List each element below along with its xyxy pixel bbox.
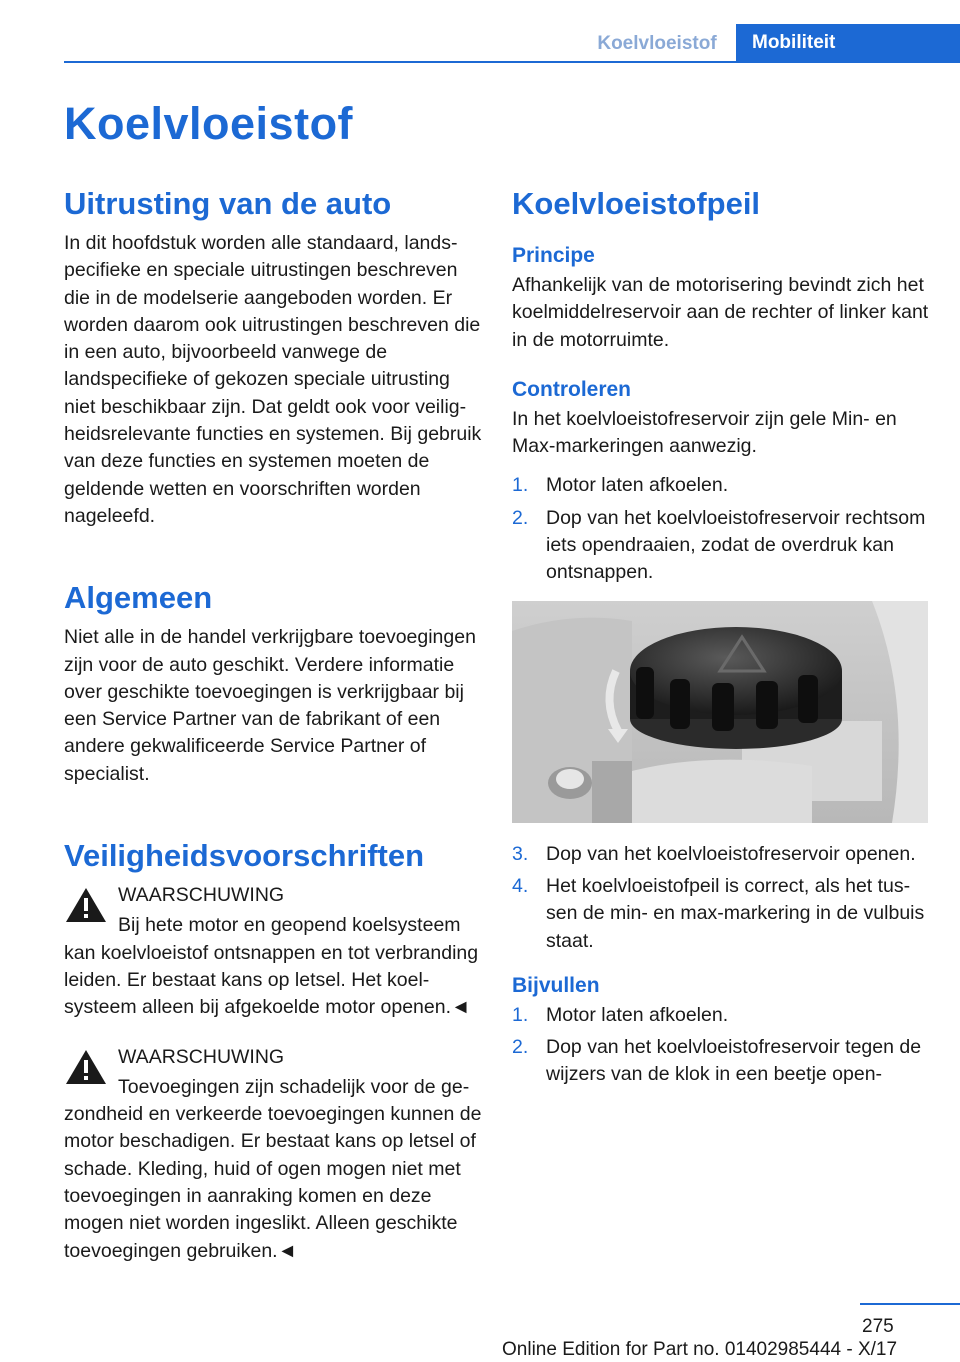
warning-block-2: [64, 1044, 482, 1265]
header-rule: [64, 61, 960, 63]
general-heading: Algemeen: [64, 580, 213, 616]
warning-text-1: Bij hete motor en geopend koelsysteem kan koelvloeistof ontsnappen en tot verbranding leiden. Er bestaat kans op letsel. Het koelsysteem alleen bij afgekoelde motor openen.◄: [64, 914, 479, 1019]
list-item: 3. Dop van het koelvloeistofreservoir openen.: [512, 842, 916, 865]
fill-heading: Bijvullen: [512, 973, 600, 997]
list-item: 1. Motor laten afkoelen.: [512, 1003, 729, 1026]
edition-note: Online Edition for Part no. 01402985444 - X/17: [502, 1339, 898, 1360]
page-title: Koelvloeistof: [64, 98, 354, 149]
list-item: 4. Het koelvloeistofpeil is correct, als het tussen de min- en max-markering in de vulbuis staat.: [512, 874, 925, 952]
header-chapter-tab: Mobiliteit: [736, 24, 960, 62]
equipment-text: In dit hoofdstuk worden alle standaard, landspecifieke en speciale uitrustingen beschreven die in de modelserie aangeboden worden. Er worden daarom ook uitrustingen beschreven die in een auto, bijvoorbeeld vanwege de landspecifieke of gekozen speciale uitrusting niet beschikbaar zijn. Dat geldt ook voor veiligheidsrelevante functies en systemen. Bij gebruik van deze functies en systemen moeten de geldende wetten en voorschriften worden nageleefd.: [64, 232, 482, 527]
list-item: 2. Dop van het koelvloeistofreservoir rechtsom iets opendraaien, zodat de overdruk kan ontsnappen.: [512, 506, 926, 584]
footer-rule: [860, 1303, 960, 1305]
header-section-tab: Koelvloeistof: [597, 33, 717, 54]
coolant-cap-illustration: [512, 601, 928, 823]
list-item: 1. Motor laten afkoelen.: [512, 474, 729, 497]
warning-label-1: WAARSCHUWING: [118, 884, 285, 907]
check-steps-a: [512, 472, 932, 586]
check-text: In het koelvloeistofreservoir zijn gele Min- en Max-markeringen aanwezig.: [512, 407, 897, 458]
general-text: Niet alle in de handel verkrijgbare toevoegingen zijn voor de auto geschikt. Verdere informatie over geschikte toevoegingen is verkrijgbaar bij een Service Partner van de fabrikant of een andere gekwalificeerde Service Partner of specialist.: [64, 626, 476, 785]
right-column: [512, 184, 932, 1094]
fill-steps: [512, 1002, 932, 1089]
equipment-heading: Uitrusting van de auto: [64, 186, 392, 221]
warning-block-1: [64, 882, 482, 1021]
safety-heading: Veiligheidsvoorschriften: [64, 838, 425, 874]
principle-heading: Principe: [512, 244, 595, 267]
check-steps-b: [512, 841, 932, 955]
page-number: 275: [862, 1316, 894, 1337]
level-heading: Koelvloeistofpeil: [512, 186, 761, 221]
list-item: 2. Dop van het koelvloeistofreservoir tegen de wijzers van de klok in een beetje open-: [512, 1036, 922, 1086]
warning-text-2: Toevoegingen zijn schadelijk voor de gezondheid en verkeerde toevoegingen kunnen de motor beschadigen. Er bestaat kans op letsel of schade. Kleding, huid of ogen mogen niet met toevoegingen in aanraking komen en deze mogen niet worden ingeslikt. Alleen geschikte toevoegingen gebruiken.◄: [64, 1075, 482, 1262]
left-column: [64, 184, 482, 1265]
warning-triangle-icon: [64, 886, 108, 924]
principle-text: Afhankelijk van de motorisering bevindt zich het koelmiddelreservoir aan de rechter of linker kant in de motorruimte.: [512, 274, 929, 351]
warning-triangle-icon: [64, 1048, 108, 1086]
warning-label-2: WAARSCHUWING: [118, 1045, 285, 1068]
check-heading: Controleren: [512, 377, 632, 401]
